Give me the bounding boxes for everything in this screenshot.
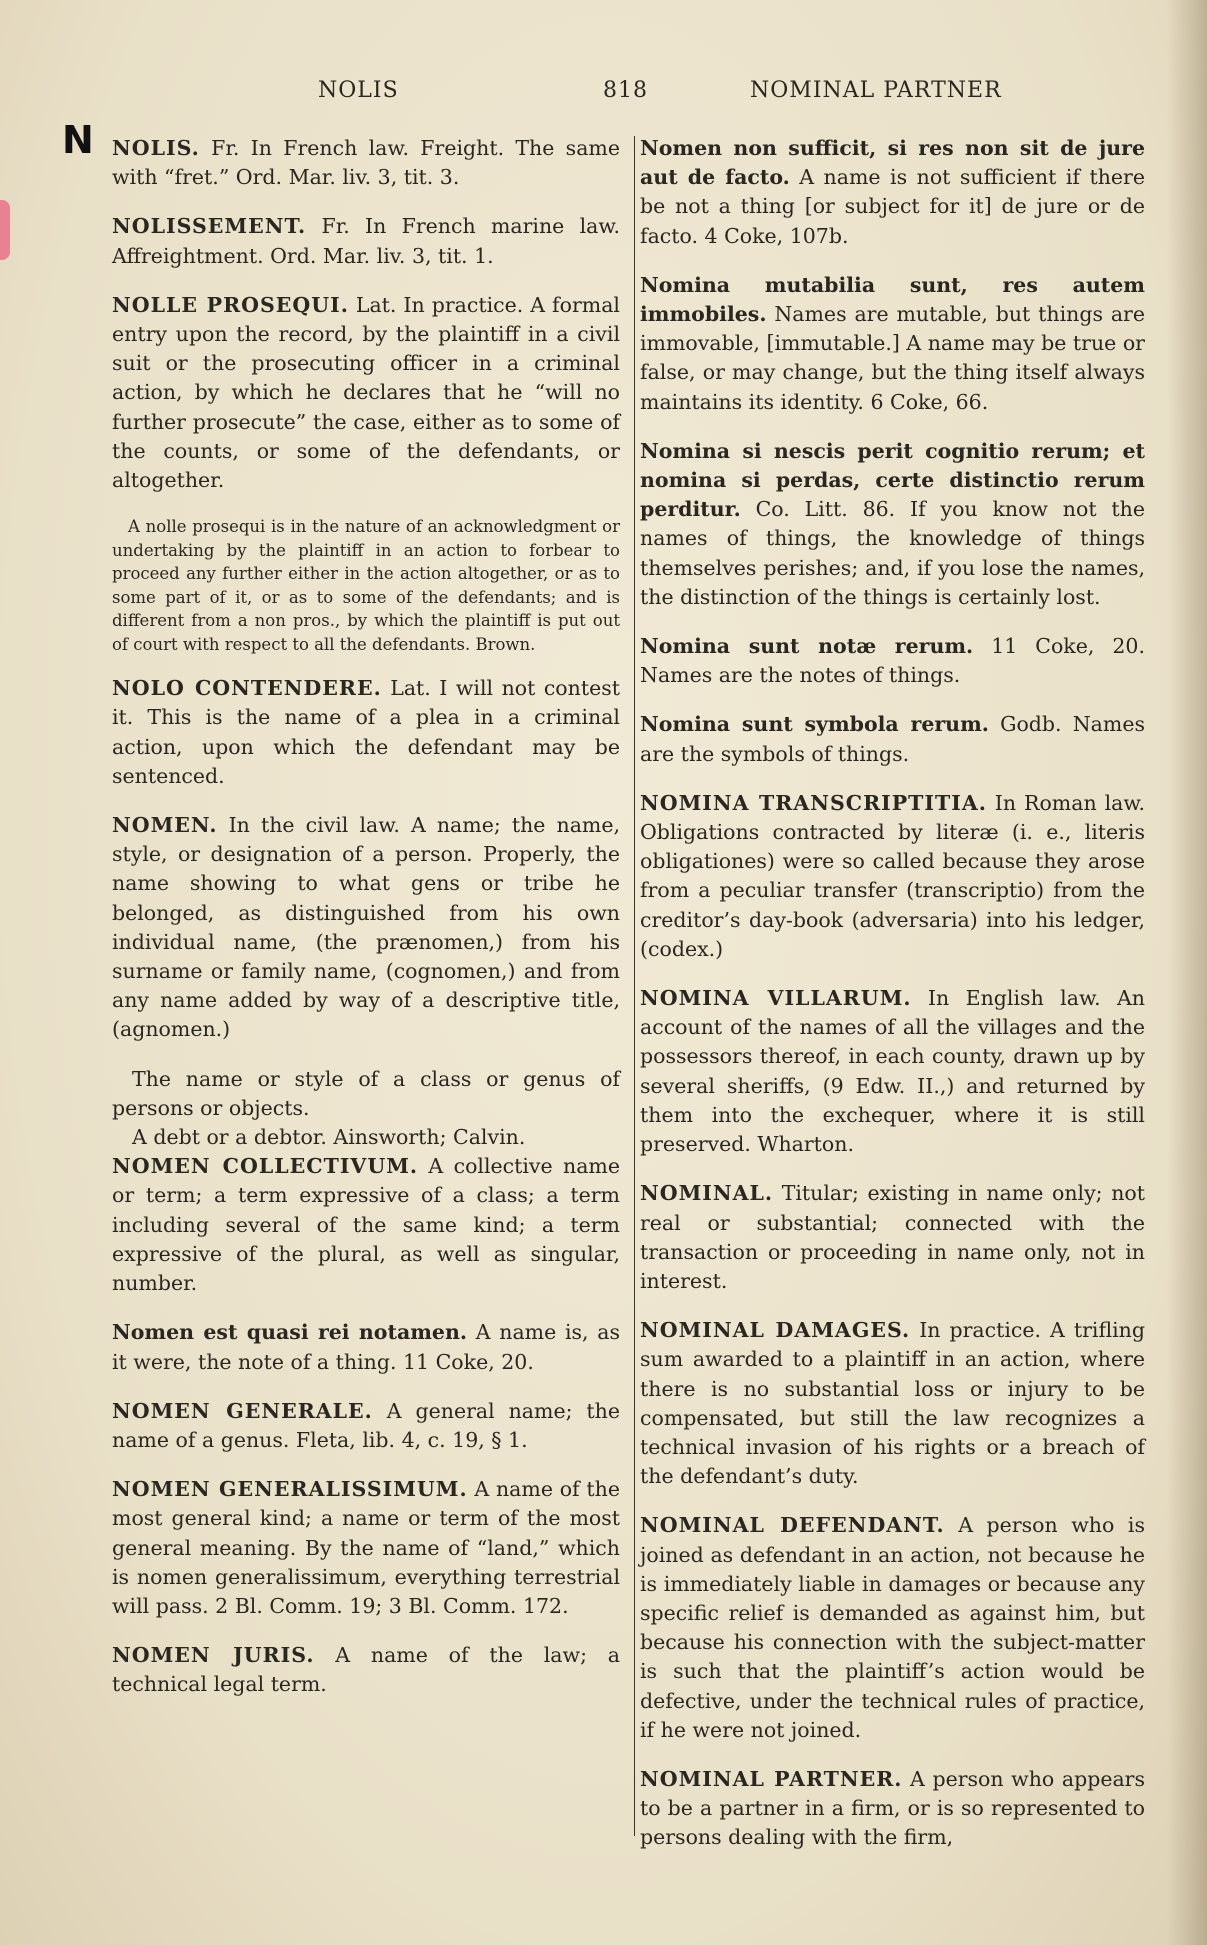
entry-headword: NOMINAL DAMAGES. — [640, 1318, 911, 1343]
dictionary-entry — [112, 811, 620, 1045]
entry-headword: NOMEN GENERALISSIMUM. — [112, 1477, 468, 1502]
dictionary-entry — [640, 1765, 1145, 1853]
dictionary-entry — [112, 1475, 620, 1621]
dictionary-entry — [112, 1152, 620, 1298]
entry-headword: NOMINAL. — [640, 1181, 774, 1206]
entry-headword: NOMEN COLLECTIVUM. — [112, 1154, 419, 1179]
entry-definition: In English law. An account of the names of all the villages and the possessors thereof, in each county, drawn up by several sheriffs, (9 Edw. II.,) and returned by them into the exchequer, where it is still preserved. Wharton. — [640, 986, 1145, 1157]
column-rule — [634, 136, 635, 1836]
dictionary-entry — [112, 291, 620, 495]
dictionary-entry — [640, 789, 1145, 964]
maxim-entry — [640, 271, 1145, 417]
entry-definition: Co. Litt. 86. If you know not the names of things, the knowledge of things themselves perishes; and, if you lose the names, the distinction of the things is certainly lost. — [640, 497, 1145, 609]
header-right-guideword: NOMINAL PARTNER — [750, 78, 1002, 103]
entry-definition: A name of the law; a technical legal term. — [112, 1643, 620, 1697]
maxim-entry — [640, 134, 1145, 251]
entry-definition: In the civil law. A name; the name, style, or designation of a person. Properly, the name showing to what gens or tribe he belonged, as distinguished from his own individual name, (the prænomen,) from his surname or family name, (cognomen,) and from any name added by way of a descriptive title, (agnomen.) — [112, 813, 620, 1042]
left-column — [112, 134, 620, 1720]
entry-definition: In practice. A trifling sum awarded to a plaintiff in an action, where there is no substantial loss or injury to be compensated, but still the law recognizes a technical invasion of his rights or a breach of the defendant’s duty. — [640, 1318, 1145, 1489]
dictionary-entry — [112, 212, 620, 270]
entry-headword: NOMINAL DEFENDANT. — [640, 1513, 945, 1538]
page-number: 818 — [603, 78, 648, 103]
maxim-entry — [640, 437, 1145, 612]
dictionary-entry — [112, 1641, 620, 1699]
maxim-text: Nomina sunt symbola rerum. — [640, 712, 989, 737]
entry-definition: A general name; the name of a genus. Fleta, lib. 4, c. 19, § 1. — [112, 1398, 621, 1452]
entry-definition: A name of the most general kind; a name or term of the most general meaning. By the name of “land,” which is nomen generalissimum, everything terrestrial will pass. 2 Bl. Comm. 19; 3 Bl. Comm. 172. — [112, 1477, 620, 1618]
header-left-guideword: NOLIS — [318, 78, 399, 103]
dictionary-entry — [112, 1397, 620, 1455]
entry-definition: A person who appears to be a partner in a firm, or is so represented to persons dealing with the firm, — [640, 1766, 1145, 1850]
entry-definition: Titular; existing in name only; not real or substantial; connected with the transaction or proceeding in name only, not in interest. — [640, 1181, 1145, 1293]
entry-definition: Godb. Names are the symbols of things. — [640, 712, 1145, 766]
dictionary-entry — [640, 1179, 1145, 1296]
entry-headword: NOLO CONTENDERE. — [112, 676, 382, 701]
entry-definition: A name is, as it were, the note of a thing. 11 Coke, 20. — [112, 1320, 620, 1374]
entry-note: A nolle prosequi is in the nature of an acknowledgment or undertaking by the plaintiff in an action to forbear to proceed any further either in the action altogether, or as to some part of it, or as to some of the defendants; and is different from a non pros., by which the plaintiff is put out of court with respect to all the defendants. Brown. — [112, 517, 620, 654]
entry-definition: 11 Coke, 20. Names are the notes of things. — [640, 634, 1145, 688]
dictionary-entry — [640, 984, 1145, 1159]
entry-definition: A name is not sufficient if there be not a thing [or subject for it] de jure or de facto. 4 Coke, 107b. — [640, 165, 1145, 248]
entry-definition: Fr. In French marine law. Affreightment. Ord. Mar. liv. 3, tit. 1. — [112, 214, 620, 268]
entry-definition: Lat. I will not contest it. This is the name of a plea in a criminal action, upon which the defendant may be sentenced. — [112, 676, 620, 788]
right-column — [640, 134, 1145, 1873]
entry-headword: NOMINAL PARTNER. — [640, 1766, 903, 1791]
thumb-index-letter: N — [62, 118, 94, 162]
entry-headword: NOLIS. — [112, 136, 200, 160]
maxim-text: Nomina mutabilia sunt, res autem immobiles. — [640, 272, 1145, 327]
entry-definition: Lat. In practice. A formal entry upon the record, by the plaintiff in a civil suit or the prosecuting officer in a criminal action, by which he declares that he “will no further prosecute” the case, either as to some of the counts, or some of the defendants, or altogether. — [112, 292, 620, 493]
maxim-entry — [112, 1318, 620, 1376]
entry-definition: Fr. In French law. Freight. The same with “fret.” Ord. Mar. liv. 3, tit. 3. — [112, 136, 620, 190]
entry-definition: A person who is joined as defendant in an action, not because he is immediately liable in damages or because any specific relief is demanded as against him, but because his connection with the subject-matter is such that the plaintiff’s action would be defective, under the technical rules of practice, if he were not joined. — [640, 1513, 1145, 1742]
entry-subsense: A debt or a debtor. Ainsworth; Calvin. — [132, 1125, 526, 1150]
maxim-text: Nomina sunt notæ rerum. — [640, 634, 974, 659]
entry-headword: NOMEN JURIS. — [112, 1643, 315, 1668]
maxim-text: Nomen est quasi rei notamen. — [112, 1320, 468, 1345]
dictionary-entry — [640, 1316, 1145, 1491]
running-header — [0, 78, 1207, 108]
entry-headword: NOLISSEMENT. — [112, 214, 307, 239]
entry-headword: NOMINA VILLARUM. — [640, 986, 912, 1011]
dictionary-entry — [112, 674, 620, 791]
maxim-text: Nomen non sufficit, si res non sit de jure aut de facto. — [640, 136, 1145, 190]
entry-headword: NOLLE PROSEQUI. — [112, 292, 349, 317]
page-spine-shadow — [1167, 0, 1207, 1945]
maxim-entry — [640, 710, 1145, 768]
entry-definition: Names are mutable, but things are immovable, [immutable.] A name may be true or false, or may change, but the thing itself always maintains its identity. 6 Coke, 66. — [640, 302, 1145, 414]
entry-headword: NOMINA TRANSCRIPTITIA. — [640, 790, 987, 815]
entry-headword: NOMEN GENERALE. — [112, 1398, 373, 1423]
dictionary-entry — [112, 134, 620, 192]
maxim-text: Nomina si nescis perit cognitio rerum; et nomina si perdas, certe distinctio rerum perditur. — [640, 438, 1145, 522]
maxim-entry — [640, 632, 1145, 690]
entry-definition: In Roman law. Obligations contracted by literæ (i. e., literis obligationes) were so called because they arose from a peculiar transfer (transcriptio) from the creditor’s day-book (adversaria) into his ledger, (codex.) — [640, 790, 1145, 961]
entry-subsense: The name or style of a class or genus of persons or objects. — [112, 1066, 620, 1120]
margin-stain — [0, 200, 10, 260]
entry-headword: NOMEN. — [112, 813, 218, 838]
dictionary-entry — [640, 1511, 1145, 1745]
entry-definition: A collective name or term; a term expressive of a class; a term including several of the same kind; a term expressive of the plural, as well as singular, number. — [112, 1154, 621, 1296]
